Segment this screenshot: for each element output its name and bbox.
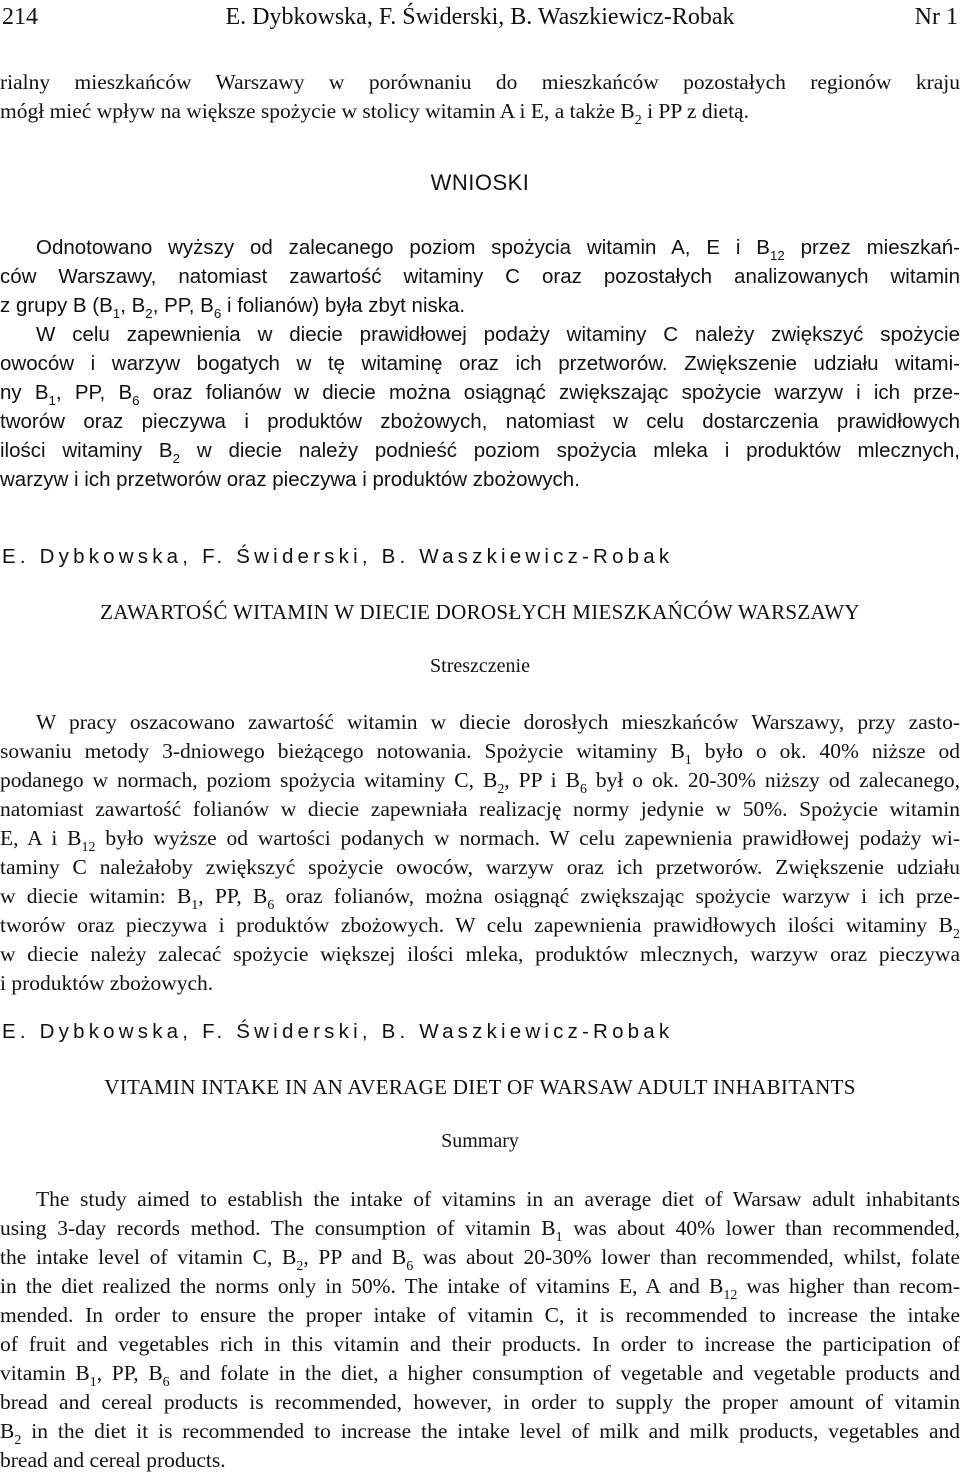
english-abstract-body [0, 1185, 960, 1475]
header-authors: E. Dybkowska, F. Świderski, B. Waszkiewicz-Robak [225, 4, 735, 30]
intro-line: mógł mieć wpływ na większe spożycie w stolicy witamin A i E, a także $B_2$ i PP z dietą. [0, 99, 749, 128]
conclusions-line: ny $B_1$, PP, $B_6$ oraz folianów w diecie można osiągnąć zwiększając spożycie warzyw i ich prze- [0, 381, 960, 408]
abstract-line: w diecie witamin: $B_1$, PP, $B_6$ oraz folianów, można osiągnąć zwiększając spożycie warzyw i ich prze- [0, 884, 960, 913]
conclusions-body [0, 233, 960, 494]
conclusions-line: Odnotowano wyższy od zalecanego poziom spożycia witamin A, E i $B_{12}$ przez mieszkań- [36, 236, 960, 263]
abstract-line: sowaniu metody 3-dniowego bieżącego notowania. Spożycie witaminy $B_1$ było o ok. 40% niższe od [0, 739, 960, 768]
summary-line: in the diet realized the norms only in 50%. The intake of vitamins E, A and $B_{12}$ was higher than recom- [0, 1274, 960, 1303]
conclusions-line: ilości witaminy $B_2$ w diecie należy podnieść poziom spożycia mleka i produktów mlecznych, [0, 439, 960, 466]
page-number: 214 [2, 4, 38, 30]
abstract-line: tworów oraz pieczywa i produktów zbożowych. W celu zapewnienia prawidłowych ilości witaminy $B_2$ [0, 913, 960, 942]
conclusions-heading: WNIOSKI [430, 170, 530, 195]
intro-line: rialny mieszkańców Warszawy w porównaniu do mieszkańców pozostałych regionów kraju [0, 70, 960, 94]
abstract-line: natomiast zawartość folianów w diecie zapewniała realizację normy jedynie w 50%. Spożycie witamin [0, 797, 960, 821]
conclusions-line: tworów oraz pieczywa i produktów zbożowych, natomiast w celu dostarczenia prawidłowych [0, 410, 960, 433]
summary-line: bread and cereal products is recommended, however, in order to supply the proper amount of vitamin [0, 1390, 960, 1414]
polish-abstract-subtitle: Streszczenie [430, 655, 530, 677]
summary-line: using 3-day records method. The consumption of vitamin $B_1$ was about 40% lower than recommended, [0, 1216, 960, 1245]
conclusions-line: ców Warszawy, natomiast zawartość witaminy C oraz pozostałych analizowanych witamin [0, 265, 960, 288]
summary-line: $B_2$ in the diet it is recommended to increase the intake level of milk and milk products, vegetables and [0, 1419, 960, 1448]
running-header [0, 4, 960, 38]
english-abstract-title: VITAMIN INTAKE IN AN AVERAGE DIET OF WARSAW ADULT INHABITANTS [104, 1075, 856, 1099]
abstract-line: podanego w normach, poziom spożycia witaminy C, $B_2$, PP i $B_6$ był o ok. 20-30% niższy od zalecanego, [0, 768, 960, 797]
conclusions-line: z grupy B ($B_1$, $B_2$, PP, $B_6$ i folianów) była zbyt niska. [0, 294, 466, 321]
summary-line: the intake level of vitamin C, $B_2$, PP and $B_6$ was about 20-30% lower than recommended, whilst, folate [0, 1245, 960, 1274]
issue-number: Nr 1 [914, 4, 958, 30]
intro-paragraph [0, 68, 960, 126]
summary-line: of fruit and vegetables rich in this vitamin and their products. In order to increase the participation of [0, 1332, 960, 1356]
english-abstract-authors: E. Dybkowska, F. Świderski, B. Waszkiewicz-Robak [2, 1020, 674, 1043]
conclusions-line: owoców i warzyw bogatych w tę witaminę oraz ich przetworów. Zwiększenie udziału witami- [0, 352, 960, 375]
english-abstract-subtitle: Summary [441, 1130, 519, 1152]
summary-line: bread and cereal products. [0, 1448, 226, 1472]
conclusions-line: warzyw i ich przetworów oraz pieczywa i produktów zbożowych. [0, 468, 580, 491]
abstract-line: i produktów zbożowych. [0, 971, 214, 995]
abstract-line: taminy C należałoby zwiększyć spożycie owoców, warzyw oraz ich przetworów. Zwiększenie udziału [0, 855, 960, 879]
summary-line: vitamin $B_1$, PP, $B_6$ and folate in the diet, a higher consumption of vegetable and vegetable products and [0, 1361, 960, 1390]
polish-abstract-title: ZAWARTOŚĆ WITAMIN W DIECIE DOROSŁYCH MIESZKAŃCÓW WARSZAWY [100, 600, 860, 624]
abstract-line: w diecie należy zalecać spożycie większej ilości mleka, produktów mlecznych, warzyw oraz pieczywa [0, 942, 960, 966]
abstract-line: W pracy oszacowano zawartość witamin w diecie dorosłych mieszkańców Warszawy, przy zasto- [36, 710, 960, 734]
polish-abstract-body [0, 708, 960, 998]
abstract-line: E, A i $B_{12}$ było wyższe od wartości podanych w normach. W celu zapewnienia prawidłowej podaży wi- [0, 826, 960, 855]
summary-line: mended. In order to ensure the proper intake of vitamin C, it is recommended to increase the intake [0, 1303, 960, 1327]
polish-abstract-authors: E. Dybkowska, F. Świderski, B. Waszkiewicz-Robak [2, 545, 674, 568]
conclusions-line: W celu zapewnienia w diecie prawidłowej podaży witaminy C należy zwiększyć spożycie [36, 323, 960, 346]
summary-line: The study aimed to establish the intake of vitamins in an average diet of Warsaw adult inhabitants [36, 1187, 960, 1211]
